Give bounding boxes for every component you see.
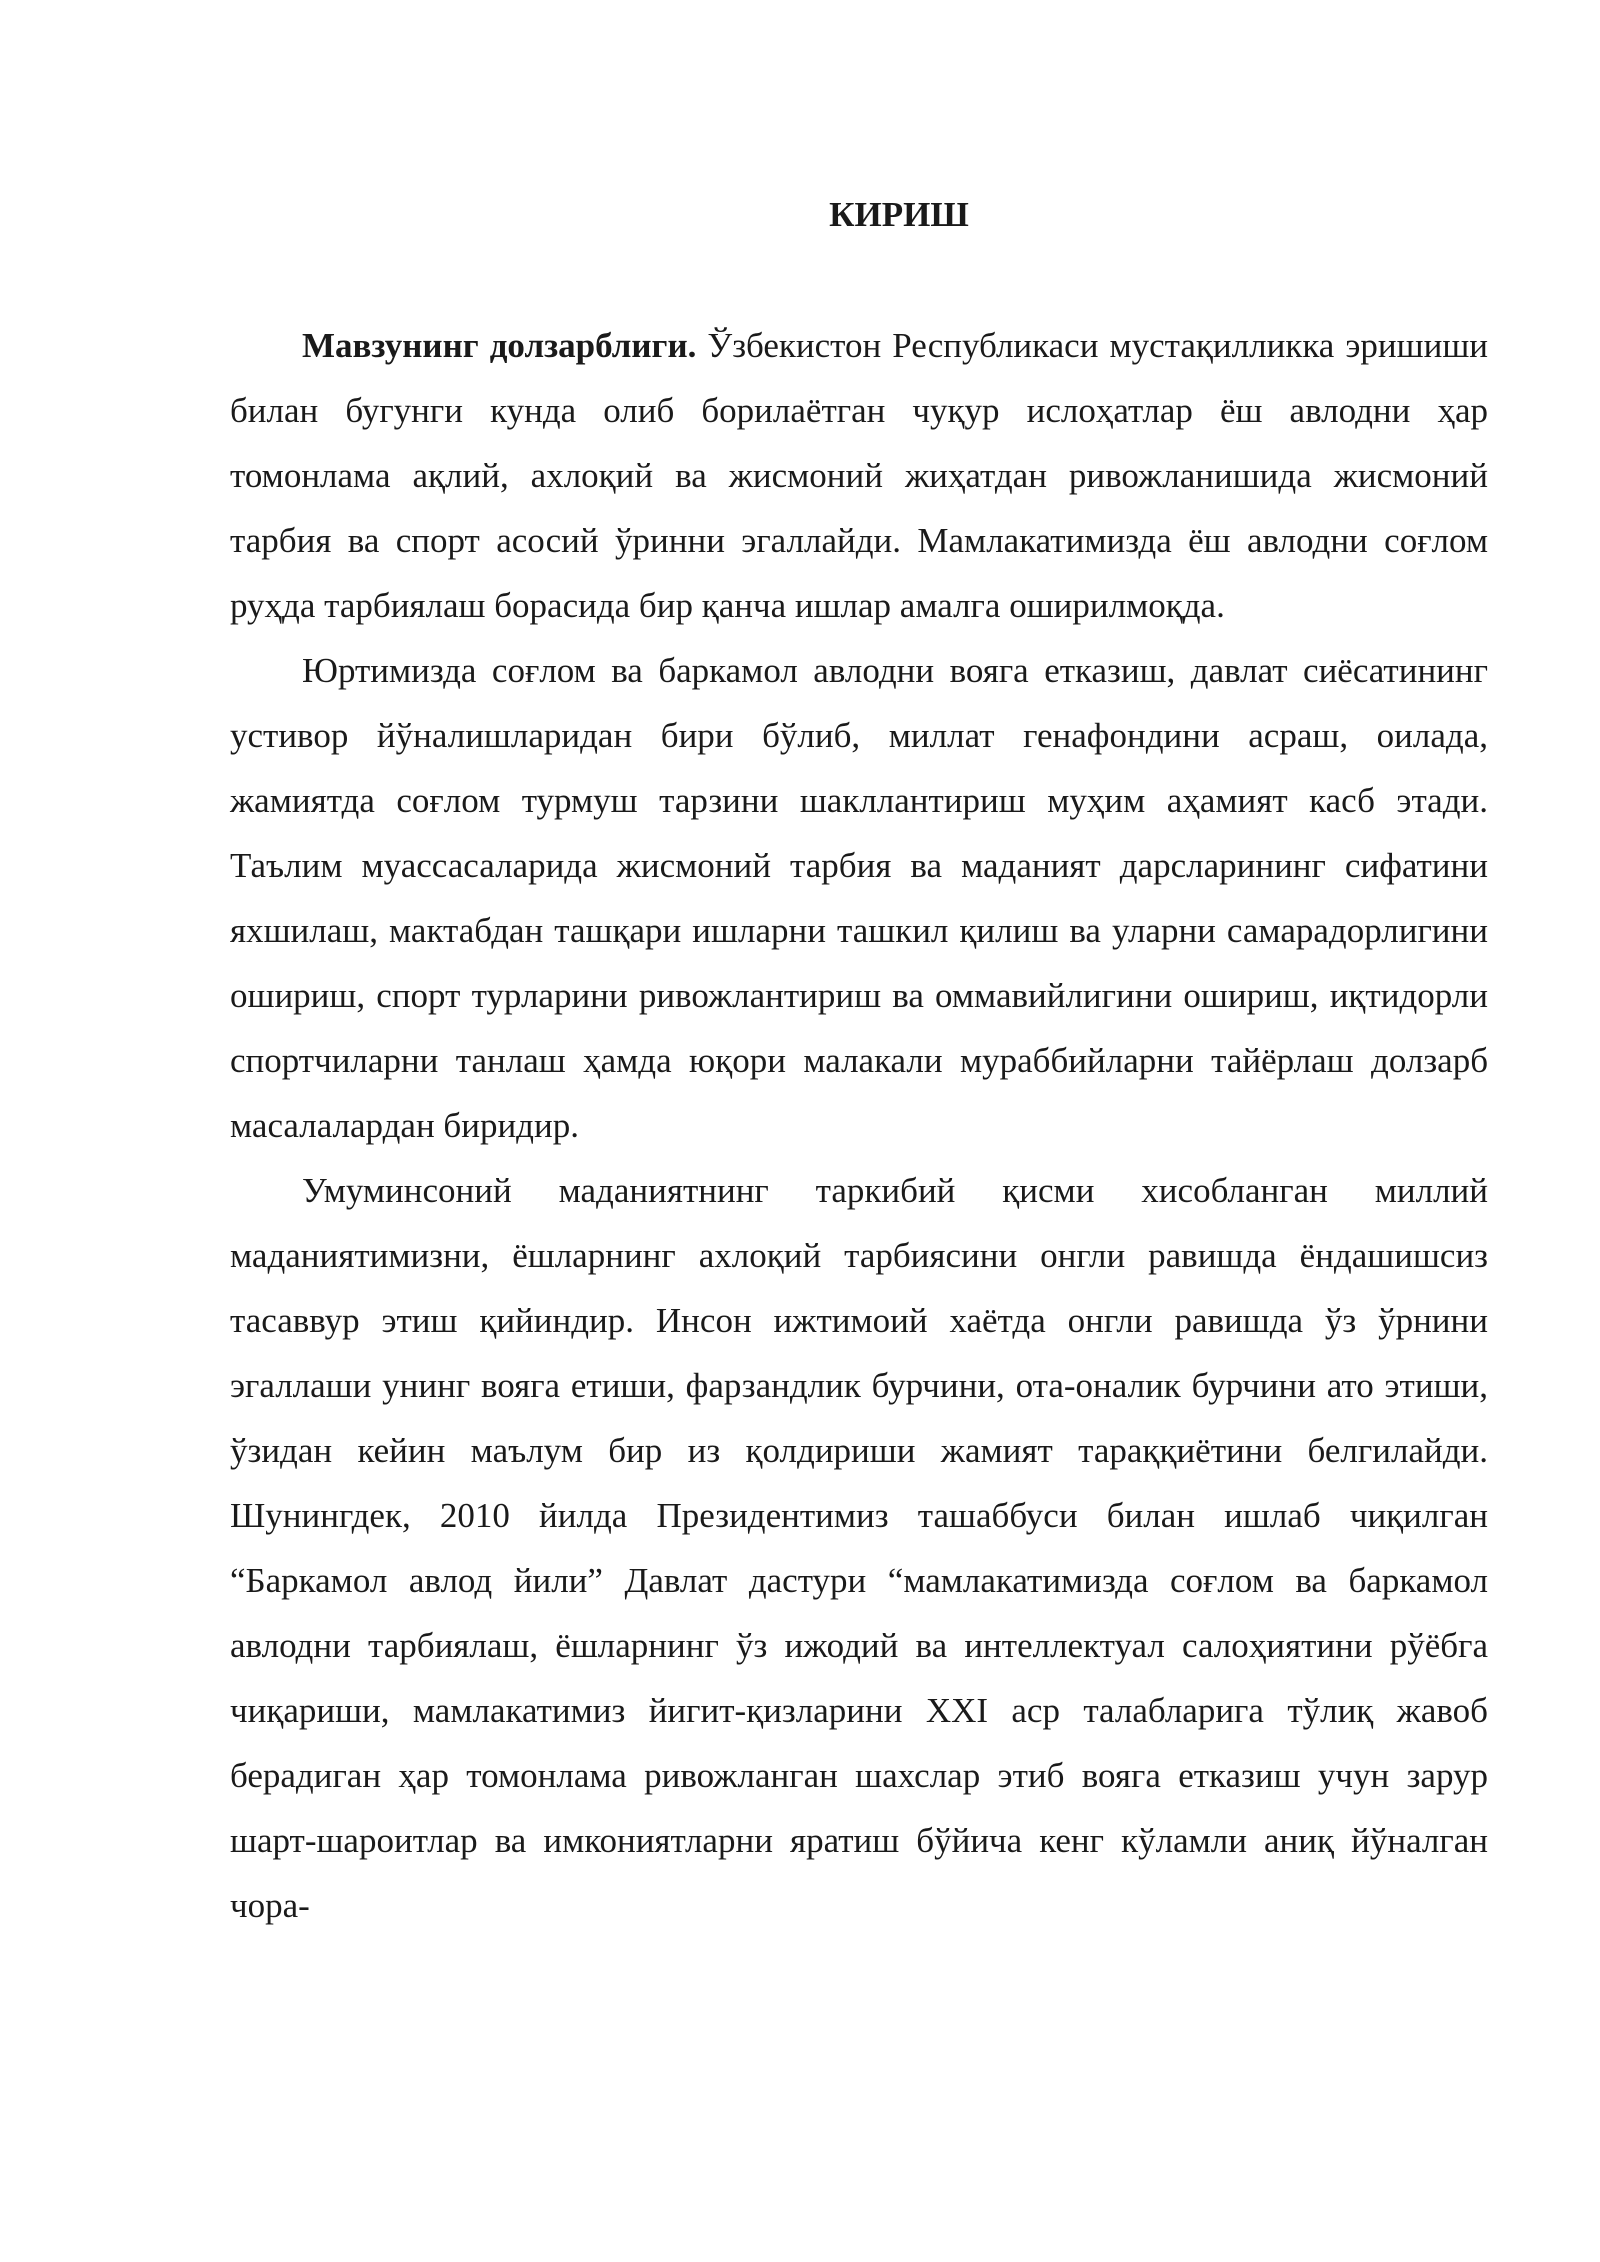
- paragraph-healthy-generation: Юртимизда соғлом ва баркамол авлодни вояга етказиш, давлат сиёсатининг устивор йўналишларидан бири бўлиб, миллат генафондини асраш, оилада, жамиятда соғлом турмуш тарзини шакллантириш муҳим аҳамият касб этади. Таълим муассасаларида жисмоний тарбия ва маданият дарсларининг сифатини яхшилаш, мактабдан ташқари ишларни ташкил қилиш ва уларни самарадорлигини ошириш, спорт турларини ривожлантириш ва оммавийлигини ошириш, иқтидорли спортчиларни танлаш ҳамда юқори малакали мураббийларни тайёрлаш долзарб масалалардан биридир.: [230, 651, 1488, 1145]
- paragraph-lead: Мавзунинг долзарблиги.: [302, 326, 697, 365]
- document-body: [230, 313, 1488, 1938]
- paragraph-national-culture: Умуминсоний маданиятнинг таркибий қисми хисобланган миллий маданиятимизни, ёшларнинг ахлоқий тарбиясини онгли равишда ёндашишсиз тасаввур этиш қийиндир. Инсон ижтимоий хаётда онгли равишда ўз ўрнини эгаллаши унинг вояга етиши, фарзандлик бурчини, ота-оналик бурчини ато этиши, ўзидан кейин маълум бир из қолдириши жамият тараққиётини белгилайди. Шунингдек, 2010 йилда Президентимиз ташаббуси билан ишлаб чиқилган “Баркамол авлод йили” Давлат дастури “мамлакатимизда соғлом ва баркамол авлодни тарбиялаш, ёшларнинг ўз ижодий ва интеллектуал салоҳиятини рўёбга чиқариши, мамлакатимиз йигит-қизларини XXI аср талабларига тўлиқ жавоб берадиган ҳар томонлама ривожланган шахслар этиб вояга етказиш учун зарур шарт-шароитлар ва имкониятларни яратиш бўйича кенг кўламли аниқ йўналган чора-: [230, 1171, 1488, 1925]
- paragraph-text: Ўзбекистон Республикаси мустақилликка эришиши билан бугунги кунда олиб борилаётган чуқур ислоҳатлар ёш авлодни ҳар томонлама ақлий, ахлоқий ва жисмоний жиҳатдан ривожланишида жисмоний тарбия ва спорт асосий ўринни эгаллайди. Мамлакатимизда ёш авлодни соғлом руҳда тарбиялаш борасида бир қанча ишлар амалга оширилмоқда.: [230, 326, 1488, 625]
- paragraph-relevance: [230, 313, 1488, 638]
- page-title: КИРИШ: [829, 195, 969, 234]
